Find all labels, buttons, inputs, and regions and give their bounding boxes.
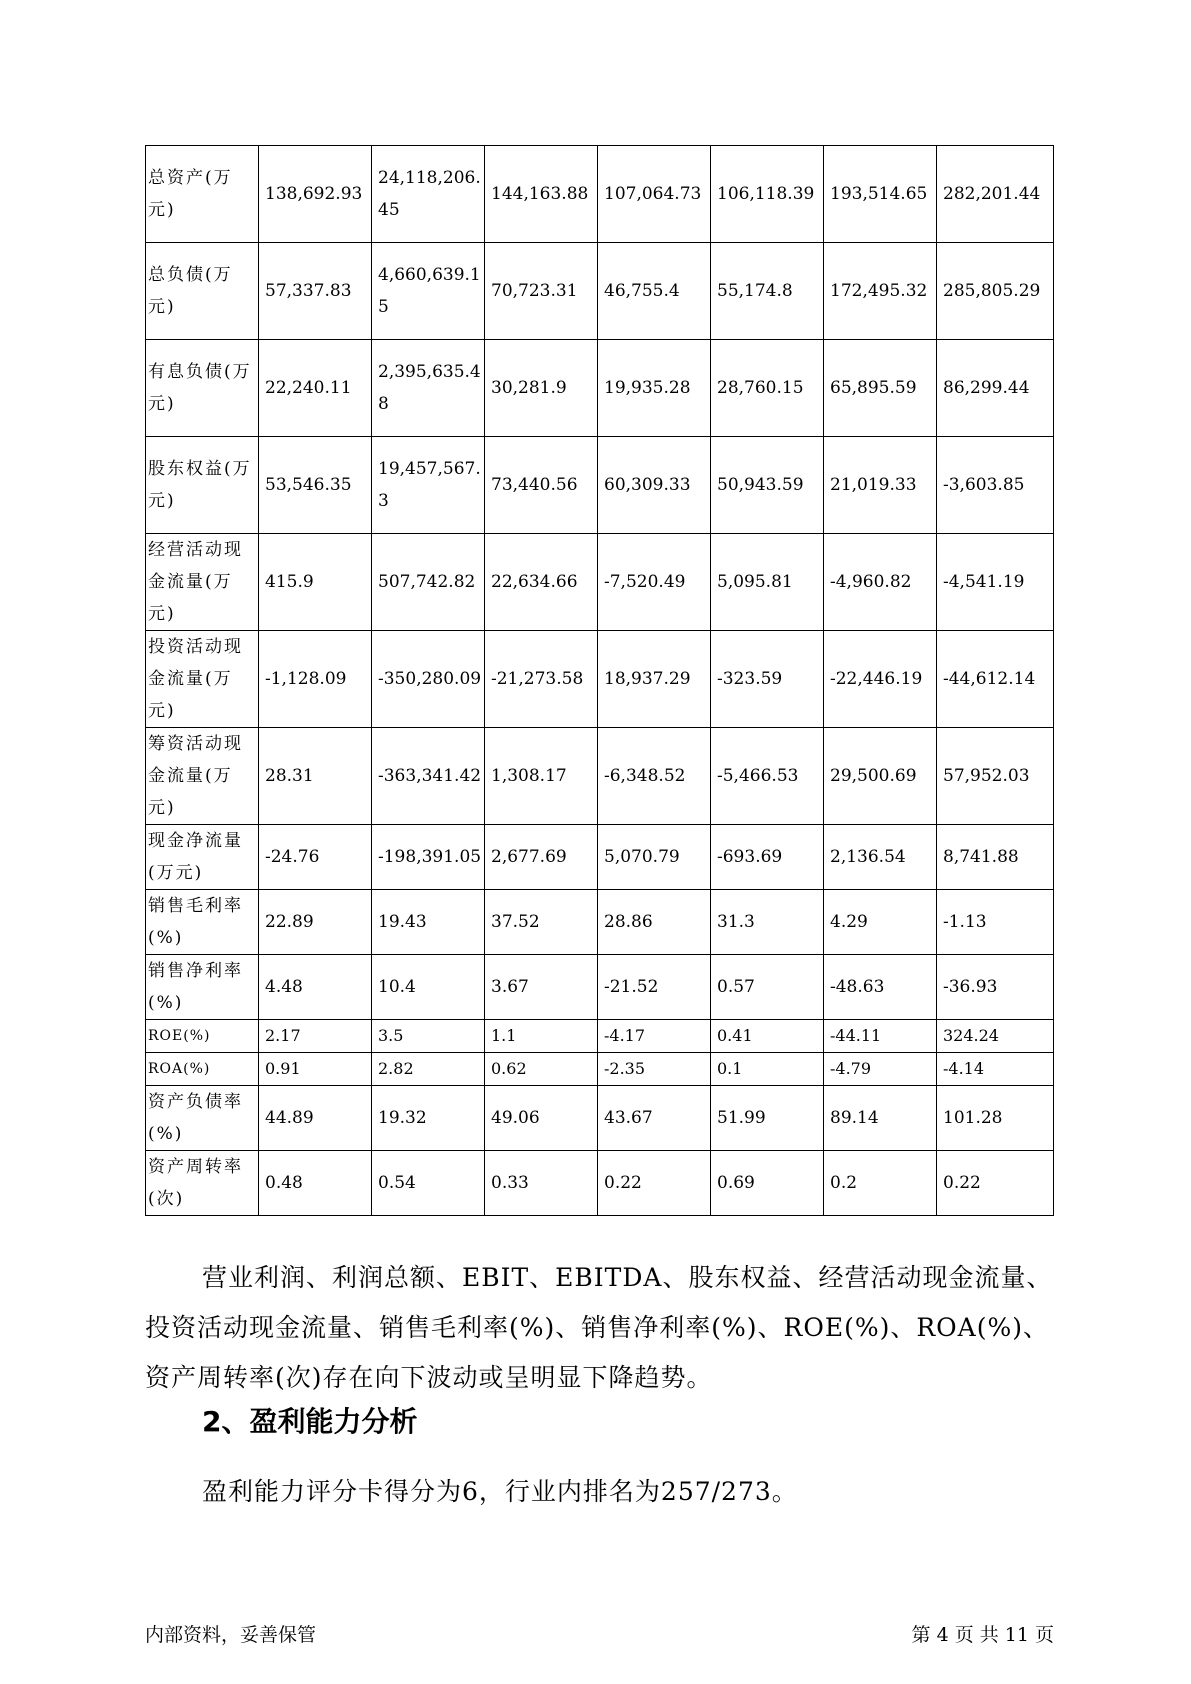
section-heading: 2、盈利能力分析	[202, 1405, 418, 1438]
table-cell: 507,742.82	[372, 534, 485, 631]
table-cell: 21,019.33	[824, 437, 937, 534]
table-cell: 4.48	[259, 955, 372, 1020]
table-cell: 0.69	[711, 1151, 824, 1216]
table-cell: 285,805.29	[937, 243, 1054, 340]
row-label: ROE(%)	[146, 1020, 259, 1053]
table-cell: 28,760.15	[711, 340, 824, 437]
table-cell: 138,692.93	[259, 146, 372, 243]
table-row	[146, 1151, 1054, 1216]
table-row	[146, 146, 1054, 243]
table-cell: 5,070.79	[598, 825, 711, 890]
table-row	[146, 1053, 1054, 1086]
footer-page-number: 第 4 页 共 11 页	[911, 1624, 1054, 1646]
table-cell: -24.76	[259, 825, 372, 890]
table-cell: 2.82	[372, 1053, 485, 1086]
table-cell: 8,741.88	[937, 825, 1054, 890]
table-cell: 30,281.9	[485, 340, 598, 437]
table-cell: 2,136.54	[824, 825, 937, 890]
table-cell: 2,395,635.48	[372, 340, 485, 437]
table-cell: 28.31	[259, 728, 372, 825]
table-cell: -48.63	[824, 955, 937, 1020]
row-label: 总负债(万元)	[146, 243, 259, 340]
row-label: 有息负债(万元)	[146, 340, 259, 437]
table-cell: 57,952.03	[937, 728, 1054, 825]
table-cell: 172,495.32	[824, 243, 937, 340]
table-cell: 31.3	[711, 890, 824, 955]
table-cell: 19.43	[372, 890, 485, 955]
table-row	[146, 631, 1054, 728]
table-cell: 4.29	[824, 890, 937, 955]
table-cell: 18,937.29	[598, 631, 711, 728]
table-cell: 24,118,206.45	[372, 146, 485, 243]
table-cell: -4,541.19	[937, 534, 1054, 631]
summary-paragraph: 营业利润、利润总额、EBIT、EBITDA、股东权益、经营活动现金流量、投资活动现金流量、销售毛利率(%)、销售净利率(%)、ROE(%)、ROA(%)、资产周转率(次)存在向下波动或呈明显下降趋势。	[145, 1263, 1053, 1392]
table-cell: -22,446.19	[824, 631, 937, 728]
table-cell: 53,546.35	[259, 437, 372, 534]
table-cell: -36.93	[937, 955, 1054, 1020]
table-cell: 19,935.28	[598, 340, 711, 437]
row-label: 筹资活动现金流量(万元)	[146, 728, 259, 825]
table-cell: 55,174.8	[711, 243, 824, 340]
table-body	[146, 146, 1054, 1216]
table-cell: 0.48	[259, 1151, 372, 1216]
table-cell: 10.4	[372, 955, 485, 1020]
table-cell: -44,612.14	[937, 631, 1054, 728]
table-cell: 0.54	[372, 1151, 485, 1216]
table-cell: -323.59	[711, 631, 824, 728]
table-cell: 50,943.59	[711, 437, 824, 534]
table-cell: 3.5	[372, 1020, 485, 1053]
table-cell: 0.91	[259, 1053, 372, 1086]
row-label: 销售净利率(%)	[146, 955, 259, 1020]
table-cell: -7,520.49	[598, 534, 711, 631]
table-cell: 19,457,567.3	[372, 437, 485, 534]
row-label: 现金净流量(万元)	[146, 825, 259, 890]
table-cell: 0.2	[824, 1151, 937, 1216]
table-cell: -6,348.52	[598, 728, 711, 825]
table-cell: -21,273.58	[485, 631, 598, 728]
table-cell: 415.9	[259, 534, 372, 631]
table-cell: -3,603.85	[937, 437, 1054, 534]
table-cell: 22,634.66	[485, 534, 598, 631]
table-cell: -4.79	[824, 1053, 937, 1086]
table-cell: 89.14	[824, 1086, 937, 1151]
table-cell: 22,240.11	[259, 340, 372, 437]
row-label: ROA(%)	[146, 1053, 259, 1086]
table-row	[146, 1086, 1054, 1151]
table-cell: -1,128.09	[259, 631, 372, 728]
table-cell: 3.67	[485, 955, 598, 1020]
table-cell: 60,309.33	[598, 437, 711, 534]
table-cell: -363,341.42	[372, 728, 485, 825]
table-cell: -44.11	[824, 1020, 937, 1053]
score-paragraph: 盈利能力评分卡得分为6，行业内排名为257/273。	[202, 1477, 798, 1506]
table-cell: 44.89	[259, 1086, 372, 1151]
table-cell: 144,163.88	[485, 146, 598, 243]
footer-confidential-note: 内部资料，妥善保管	[145, 1624, 317, 1646]
table-cell: 2.17	[259, 1020, 372, 1053]
table-cell: -4.17	[598, 1020, 711, 1053]
row-label: 销售毛利率(%)	[146, 890, 259, 955]
table-cell: 73,440.56	[485, 437, 598, 534]
table-cell: 0.1	[711, 1053, 824, 1086]
table-cell: -21.52	[598, 955, 711, 1020]
table-cell: 5,095.81	[711, 534, 824, 631]
table-cell: 106,118.39	[711, 146, 824, 243]
table-cell: 1.1	[485, 1020, 598, 1053]
table-row	[146, 825, 1054, 890]
table-cell: -1.13	[937, 890, 1054, 955]
table-cell: -5,466.53	[711, 728, 824, 825]
table-cell: 1,308.17	[485, 728, 598, 825]
table-row	[146, 890, 1054, 955]
row-label: 经营活动现金流量(万元)	[146, 534, 259, 631]
table-cell: 193,514.65	[824, 146, 937, 243]
table-cell: 46,755.4	[598, 243, 711, 340]
row-label: 股东权益(万元)	[146, 437, 259, 534]
table-cell: 0.41	[711, 1020, 824, 1053]
table-cell: 49.06	[485, 1086, 598, 1151]
table-row	[146, 728, 1054, 825]
table-cell: -2.35	[598, 1053, 711, 1086]
table-cell: -4.14	[937, 1053, 1054, 1086]
table-row	[146, 437, 1054, 534]
table-cell: 4,660,639.15	[372, 243, 485, 340]
table-cell: -350,280.09	[372, 631, 485, 728]
table-cell: 2,677.69	[485, 825, 598, 890]
table-cell: 0.22	[937, 1151, 1054, 1216]
table-row	[146, 340, 1054, 437]
table-cell: 57,337.83	[259, 243, 372, 340]
row-label: 总资产(万元)	[146, 146, 259, 243]
row-label: 投资活动现金流量(万元)	[146, 631, 259, 728]
table-cell: 19.32	[372, 1086, 485, 1151]
row-label: 资产负债率(%)	[146, 1086, 259, 1151]
table-cell: 22.89	[259, 890, 372, 955]
table-cell: 51.99	[711, 1086, 824, 1151]
table-cell: 65,895.59	[824, 340, 937, 437]
table-cell: -4,960.82	[824, 534, 937, 631]
financial-data-table	[145, 145, 1054, 1216]
table-cell: 324.24	[937, 1020, 1054, 1053]
table-row	[146, 534, 1054, 631]
table-cell: 43.67	[598, 1086, 711, 1151]
table-cell: 101.28	[937, 1086, 1054, 1151]
table-cell: 37.52	[485, 890, 598, 955]
table-cell: -198,391.05	[372, 825, 485, 890]
table-cell: 70,723.31	[485, 243, 598, 340]
table-row	[146, 1020, 1054, 1053]
table-row	[146, 243, 1054, 340]
table-cell: 0.57	[711, 955, 824, 1020]
table-cell: 0.22	[598, 1151, 711, 1216]
table-cell: 86,299.44	[937, 340, 1054, 437]
table-row	[146, 955, 1054, 1020]
table-cell: 0.62	[485, 1053, 598, 1086]
table-cell: 29,500.69	[824, 728, 937, 825]
table-cell: 282,201.44	[937, 146, 1054, 243]
row-label: 资产周转率(次)	[146, 1151, 259, 1216]
table-cell: 107,064.73	[598, 146, 711, 243]
table-cell: 28.86	[598, 890, 711, 955]
table-cell: -693.69	[711, 825, 824, 890]
table-cell: 0.33	[485, 1151, 598, 1216]
